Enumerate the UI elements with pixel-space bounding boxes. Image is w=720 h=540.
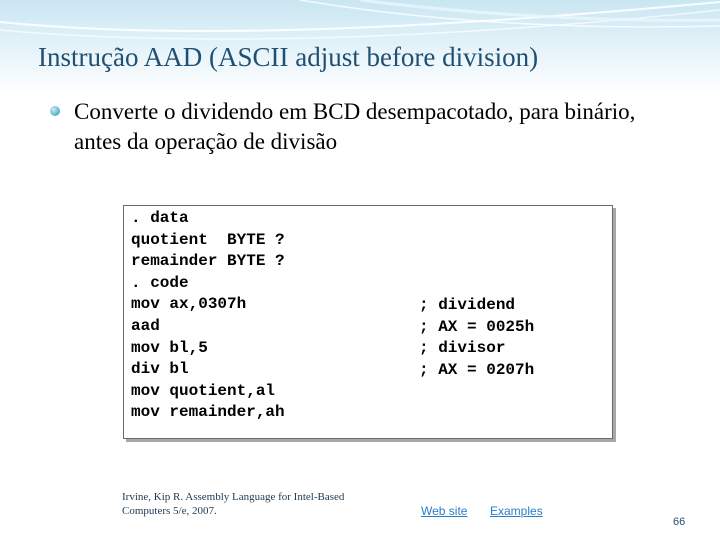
code-comment: ; AX = 0207h: [419, 360, 535, 379]
page-number: 66: [673, 516, 686, 528]
examples-link[interactable]: Examples: [490, 504, 543, 518]
code-line: . code: [131, 273, 189, 292]
code-comment: ; dividend: [419, 296, 516, 314]
code-line: mov quotient,al: [131, 381, 276, 400]
citation: Irvine, Kip R. Assembly Language for Intel-Based Computers 5/e, 2007.: [122, 491, 345, 517]
slide-title: Instrução AAD (ASCII adjust before division): [38, 42, 539, 72]
code-line: mov remainder,ah: [131, 403, 285, 422]
round-bullet-icon: [50, 106, 60, 116]
code-box: [123, 205, 613, 439]
web-site-link[interactable]: Web site: [421, 504, 468, 518]
code-line: remainder BYTE ?: [131, 252, 285, 271]
code-comments: [419, 295, 534, 381]
code-line: aad: [131, 316, 160, 335]
bullet-text: Converte o dividendo em BCD desempacotado, para binário, antes da operação de divisão: [74, 99, 636, 154]
code-comment: ; divisor: [419, 339, 506, 358]
code-comment: ; AX = 0025h: [419, 317, 535, 336]
code-line: . data: [131, 209, 189, 227]
code-line: mov bl,5: [131, 338, 208, 357]
code-line: mov ax,0307h: [131, 295, 247, 314]
code-line: div bl: [131, 360, 189, 379]
code-line: quotient BYTE ?: [131, 230, 285, 249]
code-listing: [131, 208, 285, 424]
